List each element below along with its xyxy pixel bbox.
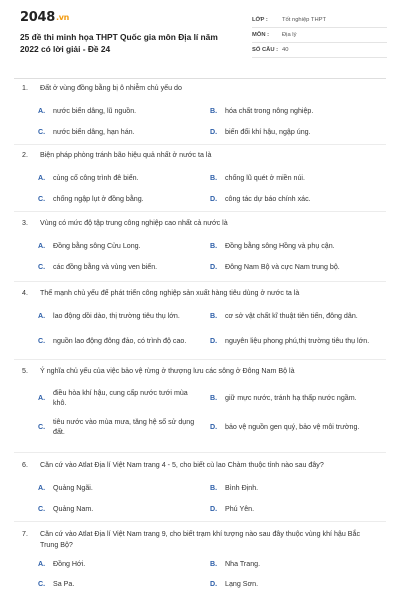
option-letter: C. (38, 262, 46, 271)
option-row (0, 383, 400, 412)
meta-key: MÔN : (252, 32, 270, 38)
option-c[interactable] (38, 417, 210, 437)
option-b[interactable] (210, 483, 382, 493)
option-letter: A. (38, 560, 46, 568)
option-b[interactable] (210, 106, 382, 116)
question-number: 7. (22, 530, 28, 538)
option-d[interactable] (210, 262, 382, 272)
question-text: Đất ở vùng đồng bằng bị ô nhiễm chủ yếu do (40, 84, 182, 92)
option-text: giữ mực nước, tránh hạ thấp nước ngầm. (225, 393, 357, 402)
option-row (0, 412, 400, 441)
question-text: Ý nghĩa chủ yếu của việc bảo vệ rừng ở thượng lưu các sông ở Đông Nam Bộ là (40, 367, 295, 375)
option-letter: B. (210, 393, 218, 402)
question-number: 3. (22, 219, 28, 227)
option-c[interactable] (38, 127, 210, 137)
option-a[interactable] (38, 483, 210, 493)
option-letter: B. (210, 311, 218, 320)
option-text: nước biển dâng, hạn hán. (53, 127, 135, 136)
question-stem (0, 366, 400, 377)
options (0, 305, 400, 355)
option-text: Phú Yên. (225, 504, 255, 513)
question-7 (0, 529, 400, 594)
option-d[interactable] (210, 422, 382, 432)
header-divider (14, 78, 386, 79)
option-letter: C. (38, 336, 46, 345)
logo-accent: .vn (55, 13, 70, 22)
question-stem (0, 460, 400, 471)
option-c[interactable] (38, 336, 210, 346)
option-row (0, 121, 400, 142)
question-divider (14, 281, 386, 282)
option-d[interactable] (210, 127, 382, 137)
option-letter: B. (210, 241, 218, 250)
option-row (0, 256, 400, 277)
option-text: củng cố công trình đê biển. (53, 173, 139, 182)
option-text: Sa Pa. (53, 580, 75, 588)
option-row (0, 305, 400, 326)
logo-text: 2048 (20, 10, 55, 25)
question-2 (0, 150, 400, 209)
option-letter: D. (210, 504, 218, 513)
options (0, 554, 400, 594)
option-text: Đồng bằng sông Hồng và phụ cận. (225, 241, 335, 250)
option-d[interactable] (210, 336, 382, 346)
option-a[interactable] (38, 173, 210, 183)
option-row (0, 477, 400, 498)
option-letter: B. (210, 173, 218, 182)
option-text: Quảng Ngãi. (53, 483, 93, 492)
option-text: Lạng Sơn. (225, 580, 259, 588)
option-b[interactable] (210, 173, 382, 183)
option-text: Đồng Hới. (53, 560, 86, 568)
meta-key: SỐ CÂU : (252, 47, 279, 53)
options (0, 167, 400, 209)
option-letter: D. (210, 262, 218, 271)
option-d[interactable] (210, 579, 382, 589)
option-letter: A. (38, 393, 46, 402)
question-stem (0, 83, 400, 94)
question-3 (0, 218, 400, 277)
exam-meta (252, 13, 387, 58)
question-stem (0, 529, 400, 551)
meta-row-count (252, 43, 387, 58)
option-c[interactable] (38, 262, 210, 272)
question-text: Thế mạnh chủ yếu để phát triển công nghiệp sản xuất hàng tiêu dùng ở nước ta là (40, 289, 300, 297)
option-letter: C. (38, 127, 46, 136)
option-text: Bình Định. (225, 483, 259, 492)
option-text: chống ngập lụt ở đồng bằng. (53, 194, 144, 203)
question-number: 4. (22, 289, 28, 297)
option-row (0, 574, 400, 594)
question-number: 1. (22, 84, 28, 92)
option-b[interactable] (210, 559, 382, 569)
option-text: điều hòa khí hậu, cung cấp nước tưới mùa khô. (53, 388, 188, 407)
question-text: Căn cứ vào Atlat Địa lí Việt Nam trang 9, cho biết trạm khí tượng nào sau đây thuộc vùng khí hậu Bắc Trung Bộ? (40, 530, 361, 549)
option-row (0, 188, 400, 209)
question-divider (14, 521, 386, 522)
question-stem (0, 218, 400, 229)
option-text: chống lũ quét ở miền núi. (225, 173, 305, 182)
question-text: Biện pháp phòng tránh bão hiệu quả nhất ở nước ta là (40, 151, 212, 159)
option-a[interactable] (38, 241, 210, 251)
option-text: các đồng bằng và vùng ven biển. (53, 262, 158, 271)
option-letter: A. (38, 311, 46, 320)
option-a[interactable] (38, 311, 210, 321)
question-5 (0, 366, 400, 441)
question-divider (14, 452, 386, 453)
question-text: Vùng có mức độ tập trung công nghiệp cao nhất cả nước là (40, 219, 228, 227)
option-text: nước biển dâng, lũ nguồn. (53, 106, 137, 115)
option-row (0, 498, 400, 519)
question-number: 2. (22, 151, 28, 159)
option-text: lao động dồi dào, thị trường tiêu thụ lớn. (53, 311, 180, 320)
question-6 (0, 460, 400, 519)
page-title: 25 đề thi minh họa THPT Quốc gia môn Địa lí năm 2022 có lời giải - Đề 24 (20, 32, 218, 54)
question-divider (14, 211, 386, 212)
option-text: nguyên liệu phong phú,thị trường tiêu thụ lớn. (225, 336, 370, 345)
option-text: biến đổi khí hậu, ngập úng. (225, 127, 311, 136)
option-letter: C. (38, 504, 46, 513)
option-letter: D. (210, 336, 218, 345)
option-letter: D. (210, 422, 218, 431)
option-text: công tác dự báo chính xác. (225, 194, 311, 203)
option-letter: A. (38, 483, 46, 492)
meta-value: Tốt nghiệp THPT (282, 17, 327, 23)
option-letter: D. (210, 127, 218, 136)
option-a[interactable] (38, 388, 210, 408)
option-text: nguồn lao động đông đảo, có trình độ cao. (53, 336, 187, 345)
page-header (0, 0, 400, 78)
option-letter: A. (38, 173, 46, 182)
question-number: 5. (22, 367, 28, 375)
option-a[interactable] (38, 559, 210, 569)
option-row (0, 235, 400, 256)
option-d[interactable] (210, 194, 382, 204)
option-letter: D. (210, 194, 218, 203)
option-text: bảo vệ nguồn gen quý, bảo vệ môi trường. (225, 422, 360, 431)
option-text: Nha Trang. (225, 560, 261, 568)
question-4 (0, 288, 400, 355)
option-letter: A. (38, 106, 46, 115)
question-divider (14, 144, 386, 145)
options (0, 383, 400, 441)
option-text: tiêu nước vào mùa mưa, tăng hệ số sử dụng đất. (53, 417, 195, 436)
option-c[interactable] (38, 504, 210, 514)
option-text: Quảng Nam. (53, 504, 94, 513)
option-row (0, 554, 400, 574)
option-c[interactable] (38, 194, 210, 204)
option-row (0, 167, 400, 188)
option-row (0, 100, 400, 121)
option-row (0, 326, 400, 355)
option-letter: B. (210, 483, 218, 492)
options (0, 477, 400, 519)
option-a[interactable] (38, 106, 210, 116)
option-b[interactable] (210, 241, 382, 251)
question-stem (0, 150, 400, 161)
question-number: 6. (22, 461, 28, 469)
meta-value: 40 (282, 47, 289, 53)
option-letter: B. (210, 106, 218, 115)
question-1 (0, 83, 400, 142)
option-text: cơ sở vật chất kĩ thuật tiên tiến, đông dân. (225, 311, 358, 320)
option-letter: C. (38, 194, 46, 203)
option-letter: D. (210, 580, 218, 588)
option-text: hóa chất trong nông nghiệp. (225, 106, 314, 115)
meta-key: LỚP : (252, 17, 268, 23)
option-c[interactable] (38, 579, 210, 589)
option-text: Đông Nam Bộ và cực Nam trung bộ. (225, 262, 340, 271)
meta-row-class (252, 13, 387, 28)
option-d[interactable] (210, 504, 382, 514)
option-b[interactable] (210, 393, 382, 403)
option-letter: C. (38, 580, 46, 588)
option-letter: B. (210, 560, 218, 568)
question-divider (14, 359, 386, 360)
option-letter: A. (38, 241, 46, 250)
option-letter: C. (38, 422, 46, 431)
question-text: Căn cứ vào Atlat Địa lí Việt Nam trang 4 - 5, cho biết cù lao Chàm thuộc tỉnh nào sau đây? (40, 461, 324, 469)
question-stem (0, 288, 400, 299)
option-text: Đồng bằng sông Cửu Long. (53, 241, 141, 250)
options (0, 100, 400, 142)
option-b[interactable] (210, 311, 382, 321)
meta-row-subject (252, 28, 387, 43)
meta-value: Địa lý (282, 32, 297, 38)
options (0, 235, 400, 277)
